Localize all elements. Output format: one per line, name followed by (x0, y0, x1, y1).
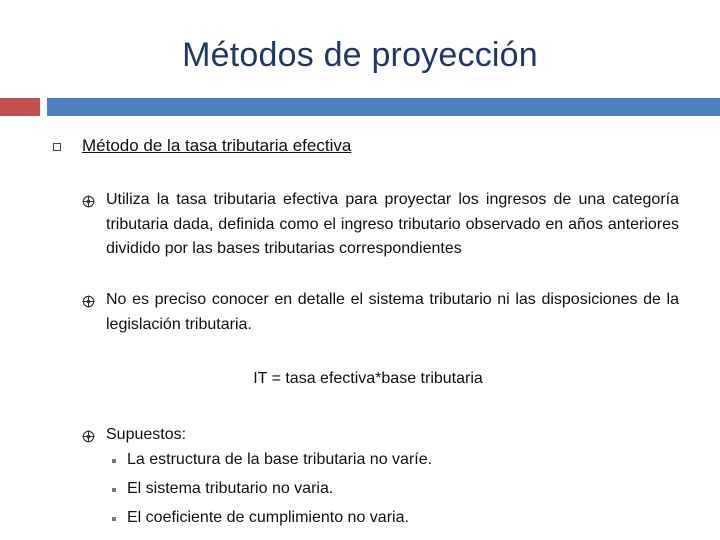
point-text-1: Utiliza la tasa tributaria efectiva para proyectar los ingresos de una categoría tributaria dada, definida como el ingreso tributario observado en años anteriores dividido por las bases tributarias correspondientes (106, 191, 679, 257)
square-bullet-icon (112, 459, 116, 463)
point-text-2: No es preciso conocer en detalle el sistema tributario ni las disposiciones de la legislación tributaria. (106, 291, 679, 333)
formula: IT = tasa efectiva*base tributaria (253, 370, 483, 387)
crosshair-circle-icon (82, 295, 95, 308)
assumptions-label: Supuestos: (106, 426, 187, 443)
accent-bar-main (47, 98, 720, 116)
accent-bar-left (0, 98, 40, 116)
crosshair-circle-icon (82, 430, 95, 443)
assumption-text: La estructura de la base tributaria no varíe. (127, 451, 433, 468)
assumption-text: El coeficiente de cumplimiento no varia. (127, 509, 409, 526)
square-bullet-icon (112, 488, 116, 492)
square-bullet-icon (112, 517, 116, 521)
assumption-text: El sistema tributario no varia. (127, 480, 334, 497)
slide-title: Métodos de proyección (182, 36, 538, 74)
crosshair-circle-icon (82, 195, 95, 208)
section-heading: Método de la tasa tributaria efectiva (82, 136, 352, 155)
hollow-square-icon (53, 143, 61, 151)
